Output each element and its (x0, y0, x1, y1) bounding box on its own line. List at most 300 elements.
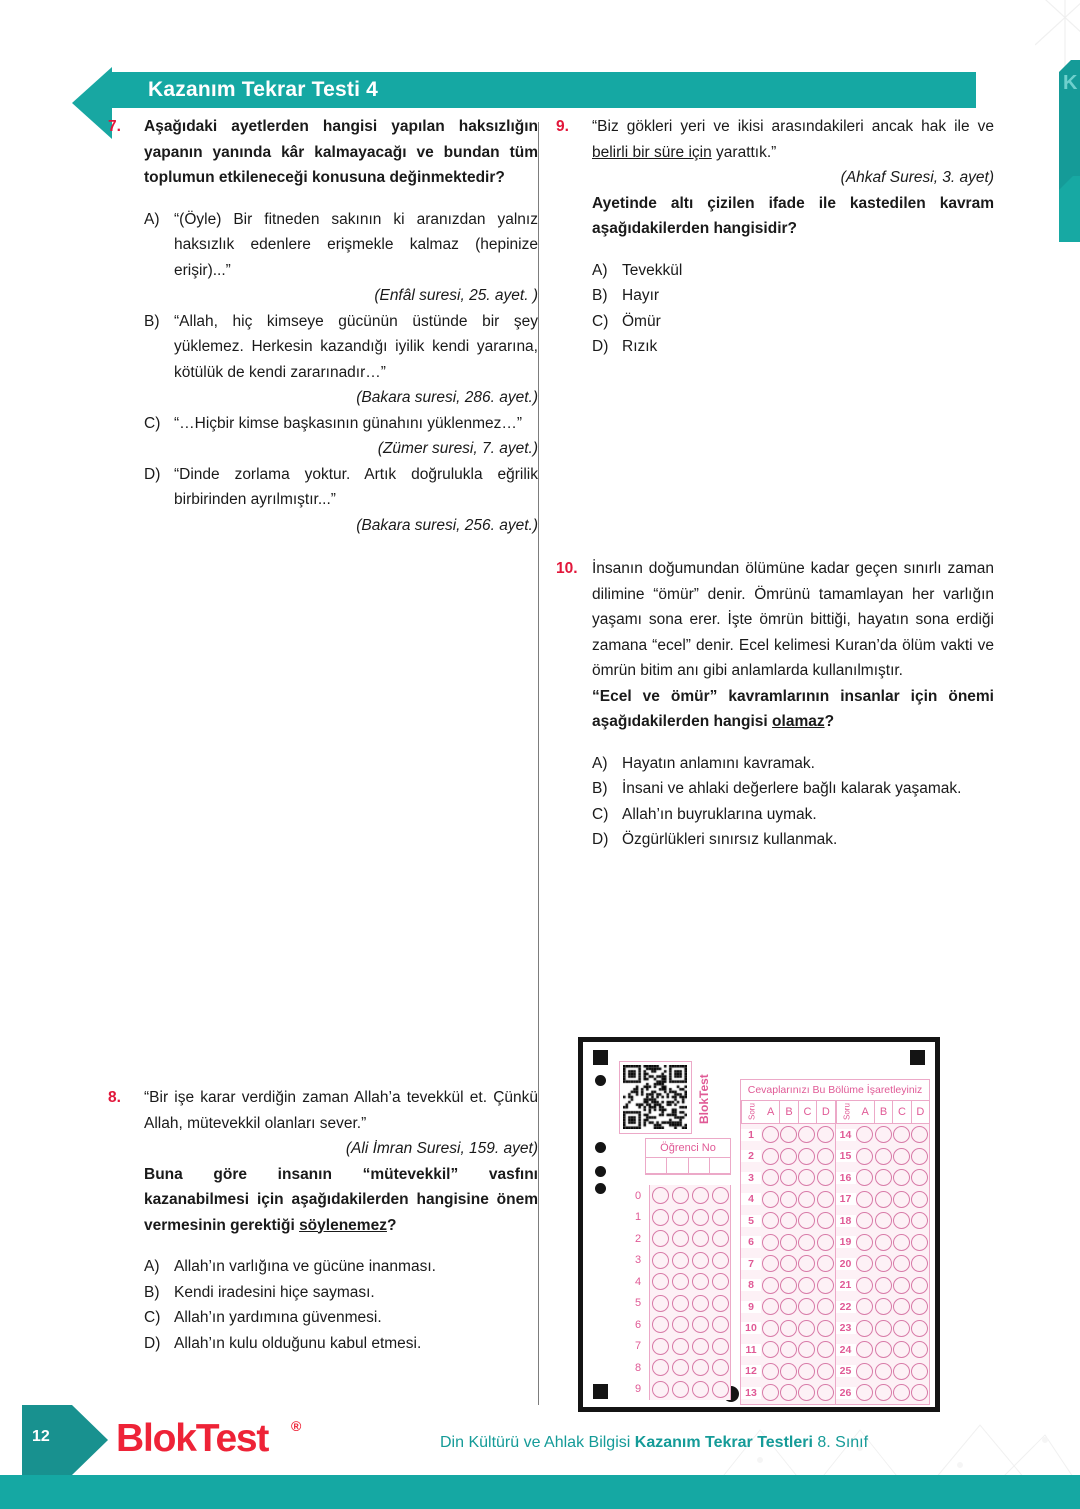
answer-bubble[interactable] (875, 1255, 892, 1272)
option-text: Tevekkül (622, 261, 683, 279)
answer-bubble[interactable] (762, 1191, 779, 1208)
answer-bubble[interactable] (798, 1277, 815, 1294)
answer-row (741, 1318, 835, 1340)
answer-bubble[interactable] (856, 1277, 873, 1294)
answer-bubble[interactable] (692, 1295, 709, 1312)
answer-row-number: 23 (836, 1322, 856, 1334)
student-no-row (627, 1228, 731, 1250)
answer-bubble[interactable] (893, 1191, 910, 1208)
answer-bubble[interactable] (712, 1273, 729, 1290)
answer-bubble[interactable] (762, 1320, 779, 1337)
answer-bubble[interactable] (875, 1363, 892, 1380)
student-no-digit-label: 5 (634, 1297, 642, 1310)
answer-row-bubbles (761, 1212, 835, 1229)
answer-bubble[interactable] (798, 1320, 815, 1337)
answer-row-bubbles (856, 1277, 930, 1294)
question-reference: (Ahkaf Suresi, 3. ayet) (840, 169, 994, 186)
answer-bubble[interactable] (780, 1212, 797, 1229)
answer-bubble[interactable] (652, 1209, 669, 1226)
answer-bubble[interactable] (875, 1212, 892, 1229)
answer-bubble[interactable] (856, 1191, 873, 1208)
subject-bold: Kazanım Tekrar Testleri (634, 1434, 813, 1451)
answer-bubble[interactable] (762, 1341, 779, 1358)
answers-grid (740, 1079, 930, 1405)
answer-bubble[interactable] (875, 1277, 892, 1294)
answer-bubble[interactable] (712, 1187, 729, 1204)
answer-bubble[interactable] (817, 1148, 834, 1165)
answer-bubble[interactable] (692, 1252, 709, 1269)
answer-bubble[interactable] (911, 1341, 928, 1358)
option-text: Allah’ın kulu olduğunu kabul etmesi. (174, 1334, 422, 1352)
answer-sheet-brand: BlokTest (697, 1074, 711, 1124)
option-letter: C) (592, 805, 609, 823)
answer-bubble[interactable] (875, 1191, 892, 1208)
answer-bubble[interactable] (652, 1338, 669, 1355)
answer-bubble[interactable] (817, 1298, 834, 1315)
answer-bubble[interactable] (712, 1295, 729, 1312)
option-text: “…Hiçbir kimse başkasının günahını yüklenmez…” (174, 414, 523, 432)
answer-bubble[interactable] (692, 1381, 709, 1398)
answer-row (836, 1253, 930, 1275)
answer-bubble[interactable] (911, 1320, 928, 1337)
answer-bubble[interactable] (672, 1273, 689, 1290)
registration-mark-bottom-left (593, 1384, 608, 1399)
option-a[interactable] (144, 207, 538, 284)
answer-bubble[interactable] (780, 1126, 797, 1143)
option-d[interactable] (592, 827, 994, 853)
answer-row-number: 10 (741, 1322, 761, 1334)
answer-row-number: 26 (836, 1387, 856, 1399)
answer-bubble[interactable] (856, 1148, 873, 1165)
student-no-bubbles (649, 1357, 731, 1379)
answer-row (741, 1296, 835, 1318)
student-no-bubbles (649, 1379, 731, 1401)
options-list (144, 207, 538, 539)
answer-bubble[interactable] (817, 1126, 834, 1143)
answer-bubble[interactable] (856, 1341, 873, 1358)
option-b[interactable] (592, 283, 994, 309)
answer-bubble[interactable] (712, 1338, 729, 1355)
student-no-row (627, 1207, 731, 1229)
answer-bubble[interactable] (672, 1316, 689, 1333)
page-title: Kazanım Tekrar Testi 4 (148, 78, 379, 101)
answer-row (836, 1232, 930, 1254)
answer-bubble[interactable] (692, 1187, 709, 1204)
answer-bubble[interactable] (911, 1191, 928, 1208)
answer-bubble[interactable] (893, 1169, 910, 1186)
answer-bubble[interactable] (817, 1341, 834, 1358)
answer-bubble[interactable] (780, 1234, 797, 1251)
answer-row-number: 20 (836, 1258, 856, 1270)
student-no-bubbles (649, 1228, 731, 1250)
question-number: 8. (108, 1089, 121, 1106)
student-no-digit-label: 8 (634, 1361, 642, 1374)
option-text: Kendi iradesini hiçe sayması. (174, 1283, 375, 1301)
answer-bubble[interactable] (672, 1252, 689, 1269)
answer-row (741, 1382, 835, 1404)
registration-mark-top-right (910, 1050, 925, 1065)
student-no-label: Öğrenci No (646, 1139, 730, 1158)
answer-bubble[interactable] (798, 1191, 815, 1208)
answer-bubble[interactable] (798, 1341, 815, 1358)
answer-bubble[interactable] (652, 1187, 669, 1204)
answer-bubble[interactable] (652, 1273, 669, 1290)
answer-bubble[interactable] (762, 1126, 779, 1143)
answer-bubble[interactable] (798, 1169, 815, 1186)
student-no-row (627, 1314, 731, 1336)
answer-row-number: 12 (741, 1365, 761, 1377)
option-letter: A) (144, 1258, 160, 1275)
answer-bubble[interactable] (817, 1277, 834, 1294)
student-no-digit-label: 0 (634, 1189, 642, 1202)
answer-row-number: 21 (836, 1279, 856, 1291)
quote-part-2: yarattık.” (711, 143, 777, 161)
answer-bubble[interactable] (893, 1363, 910, 1380)
answer-bubble[interactable] (780, 1169, 797, 1186)
answer-row-bubbles (856, 1384, 930, 1401)
option-c[interactable] (592, 309, 994, 335)
answer-row-bubbles (856, 1298, 930, 1315)
options-list (592, 258, 994, 360)
answer-bubble[interactable] (780, 1191, 797, 1208)
answer-bubble[interactable] (817, 1191, 834, 1208)
side-tab-label: K (1063, 72, 1078, 94)
answer-bubble[interactable] (692, 1338, 709, 1355)
answer-bubble[interactable] (712, 1252, 729, 1269)
answer-bubble[interactable] (692, 1359, 709, 1376)
answer-bubble[interactable] (780, 1148, 797, 1165)
student-no-bubbles (649, 1336, 731, 1358)
answer-bubble[interactable] (692, 1273, 709, 1290)
student-no-write-row[interactable] (646, 1158, 730, 1174)
letter-header-c: C (799, 1101, 817, 1123)
answer-bubble[interactable] (893, 1277, 910, 1294)
option-text: Allah’ın varlığına ve gücüne inanması. (174, 1258, 436, 1275)
student-no-bubbles (649, 1314, 731, 1336)
option-letter: B) (592, 780, 608, 797)
answer-bubble[interactable] (893, 1255, 910, 1272)
answer-row (836, 1318, 930, 1340)
answer-bubble[interactable] (856, 1255, 873, 1272)
answer-bubble[interactable] (762, 1148, 779, 1165)
answer-row (741, 1253, 835, 1275)
answer-row-bubbles (856, 1363, 930, 1380)
answer-row-bubbles (761, 1148, 835, 1165)
student-no-digit-label: 3 (634, 1254, 642, 1267)
answer-row (836, 1124, 930, 1146)
student-no-digit-label: 7 (634, 1340, 642, 1353)
answer-bubble[interactable] (856, 1212, 873, 1229)
option-b[interactable] (144, 1280, 538, 1306)
student-no-row (627, 1185, 731, 1207)
answer-row-number: 16 (836, 1172, 856, 1184)
option-text: Ömür (622, 312, 661, 330)
answer-bubble[interactable] (875, 1341, 892, 1358)
answer-bubble[interactable] (856, 1363, 873, 1380)
answers-column-header (836, 1101, 930, 1124)
answer-bubble[interactable] (875, 1169, 892, 1186)
answer-row-bubbles (761, 1363, 835, 1380)
option-d[interactable] (144, 462, 538, 513)
answer-row-bubbles (856, 1234, 930, 1251)
answer-bubble[interactable] (911, 1277, 928, 1294)
option-b[interactable] (592, 776, 994, 802)
answer-bubble[interactable] (672, 1338, 689, 1355)
answer-row (836, 1275, 930, 1297)
student-no-digit-label: 4 (634, 1275, 642, 1288)
timing-dot (595, 1183, 606, 1194)
option-a[interactable] (592, 258, 994, 284)
student-no-row (627, 1250, 731, 1272)
answer-bubble[interactable] (762, 1234, 779, 1251)
answer-row (741, 1124, 835, 1146)
answer-bubble[interactable] (893, 1341, 910, 1358)
student-no-bubble-grid (627, 1185, 731, 1400)
letter-header-a: A (857, 1101, 875, 1123)
answer-bubble[interactable] (798, 1234, 815, 1251)
option-reference: (Bakara suresi, 286. ayet.) (356, 389, 538, 406)
answer-bubble[interactable] (672, 1381, 689, 1398)
question-stem: Ayetinde altı çizilen ifade ile kastedilen kavram aşağıdakilerden hangisidir? (592, 194, 994, 237)
answer-bubble[interactable] (875, 1320, 892, 1337)
answer-bubble[interactable] (652, 1295, 669, 1312)
answer-bubble[interactable] (817, 1212, 834, 1229)
answer-row-bubbles (761, 1298, 835, 1315)
header-bar (110, 72, 976, 108)
option-text: Allah’ın yardımına güvenmesi. (174, 1309, 382, 1326)
answer-bubble[interactable] (762, 1212, 779, 1229)
answer-row-number: 14 (836, 1129, 856, 1141)
answer-bubble[interactable] (893, 1384, 910, 1401)
answer-bubble[interactable] (875, 1148, 892, 1165)
answer-row-number: 25 (836, 1365, 856, 1377)
option-text: “(Öyle) Bir fitneden sakının ki aranızdan yalnız haksızlık edenlere erişmekle kalmaz (hepinize erişir)...” (174, 210, 538, 279)
answer-bubble[interactable] (875, 1384, 892, 1401)
question-7 (106, 114, 538, 538)
option-a[interactable] (144, 1254, 538, 1280)
option-b[interactable] (144, 309, 538, 386)
option-c[interactable] (144, 411, 538, 437)
answer-bubble[interactable] (817, 1363, 834, 1380)
student-no-row (627, 1293, 731, 1315)
answer-bubble[interactable] (652, 1359, 669, 1376)
answer-bubble[interactable] (780, 1298, 797, 1315)
answer-row (836, 1296, 930, 1318)
answer-bubble[interactable] (780, 1384, 797, 1401)
answer-row-number: 7 (741, 1258, 761, 1270)
answer-bubble[interactable] (712, 1316, 729, 1333)
option-letter: C) (144, 414, 161, 432)
answer-bubble[interactable] (762, 1298, 779, 1315)
answer-bubble[interactable] (780, 1363, 797, 1380)
option-letter: C) (592, 312, 609, 330)
answer-bubble[interactable] (798, 1126, 815, 1143)
right-column (554, 114, 994, 360)
answer-bubble[interactable] (893, 1148, 910, 1165)
student-no-bubbles (649, 1185, 731, 1207)
answer-bubble[interactable] (798, 1148, 815, 1165)
answer-row-number: 19 (836, 1236, 856, 1248)
answer-bubble[interactable] (893, 1298, 910, 1315)
answer-bubble[interactable] (856, 1384, 873, 1401)
stem-part-1: Buna göre insanın “mütevekkil” vasfını kazanabilmesi için aşağıdakilerden hangisine önem vermesinin gerektiği (144, 1165, 538, 1234)
answer-bubble[interactable] (911, 1212, 928, 1229)
student-no-digit-label: 1 (634, 1211, 642, 1224)
option-letter: B) (144, 1283, 160, 1301)
answer-bubble[interactable] (893, 1234, 910, 1251)
answer-bubble[interactable] (817, 1320, 834, 1337)
option-c[interactable] (592, 802, 994, 828)
option-c[interactable] (144, 1305, 538, 1331)
answer-bubble[interactable] (875, 1298, 892, 1315)
answer-bubble[interactable] (762, 1277, 779, 1294)
stem-part-2: ? (386, 1216, 397, 1234)
question-number: 7. (108, 118, 121, 135)
answer-row (741, 1189, 835, 1211)
question-9 (554, 114, 994, 360)
registered-mark-icon: ® (291, 1418, 302, 1434)
left-column (106, 114, 538, 538)
answer-bubble[interactable] (875, 1234, 892, 1251)
question-stem: Aşağıdaki ayetlerden hangisi yapılan haksızlığın yapanın yanında kâr kalmayacağı ve bundan tüm toplumun etkileneceği konusuna değinmektedir? (144, 118, 538, 186)
answer-row-bubbles (761, 1234, 835, 1251)
answer-bubble[interactable] (856, 1234, 873, 1251)
question-10 (554, 556, 994, 853)
answer-row-number: 9 (741, 1301, 761, 1313)
student-no-digit-label: 6 (634, 1318, 642, 1331)
answer-bubble[interactable] (798, 1212, 815, 1229)
answer-row-number: 18 (836, 1215, 856, 1227)
question-passage: İnsanın doğumundan ölümüne kadar geçen sınırlı zaman dilimine “ömür” denir. Ömrünü tamamlayan her varlığın yaşamı sona erer. İşte ömrün bittiği, hayatın sona erdiği zamana “ecel” denir. Ecel kelimesi Kuran’da ölüm vakti ve ömrün bitim anı gibi anlamlarda kullanılmıştır. (592, 560, 994, 679)
answer-bubble[interactable] (893, 1212, 910, 1229)
student-no-row (627, 1357, 731, 1379)
quote-part-1: “Biz gökleri yeri ve ikisi arasındakileri ancak hak ile ve (592, 118, 994, 135)
answer-bubble[interactable] (652, 1316, 669, 1333)
answer-bubble[interactable] (712, 1230, 729, 1247)
answer-bubble[interactable] (652, 1252, 669, 1269)
answer-row-bubbles (761, 1277, 835, 1294)
question-stem (144, 1162, 538, 1239)
answer-bubble[interactable] (911, 1234, 928, 1251)
letter-header-b: B (780, 1101, 798, 1123)
answer-bubble[interactable] (692, 1230, 709, 1247)
answer-bubble[interactable] (875, 1126, 892, 1143)
answers-column-2 (836, 1101, 930, 1404)
answer-row-bubbles (761, 1126, 835, 1143)
answer-bubble[interactable] (893, 1126, 910, 1143)
answer-bubble[interactable] (817, 1384, 834, 1401)
answer-row-number: 5 (741, 1215, 761, 1227)
answer-bubble[interactable] (780, 1255, 797, 1272)
option-letter: A) (144, 210, 160, 228)
answers-grid-title: Cevaplarınızı Bu Bölüme İşaretleyiniz (741, 1080, 929, 1101)
answer-bubble[interactable] (911, 1169, 928, 1186)
column-divider (538, 122, 539, 1405)
answer-bubble[interactable] (762, 1255, 779, 1272)
answer-bubble[interactable] (893, 1320, 910, 1337)
answer-bubble[interactable] (911, 1363, 928, 1380)
answer-bubble[interactable] (672, 1359, 689, 1376)
option-reference: (Bakara suresi, 256. ayet.) (356, 516, 538, 534)
answer-bubble[interactable] (762, 1363, 779, 1380)
answer-bubble[interactable] (856, 1320, 873, 1337)
answer-bubble[interactable] (798, 1363, 815, 1380)
answer-bubble[interactable] (856, 1126, 873, 1143)
stem-underlined: olamaz (772, 713, 825, 730)
option-d[interactable] (144, 1331, 538, 1357)
answer-bubble[interactable] (856, 1298, 873, 1315)
option-a[interactable] (592, 751, 994, 777)
option-d[interactable] (592, 334, 994, 360)
answer-bubble[interactable] (911, 1148, 928, 1165)
option-text: Hayatın anlamını kavramak. (622, 754, 815, 772)
registration-mark-top-left (593, 1050, 608, 1065)
answer-bubble[interactable] (712, 1359, 729, 1376)
answer-row (836, 1382, 930, 1404)
answer-bubble[interactable] (672, 1187, 689, 1204)
answer-bubble[interactable] (762, 1169, 779, 1186)
answer-row-bubbles (856, 1148, 930, 1165)
answer-row-number: 11 (741, 1344, 761, 1356)
answer-bubble[interactable] (780, 1320, 797, 1337)
answer-bubble[interactable] (692, 1316, 709, 1333)
answer-bubble[interactable] (672, 1230, 689, 1247)
answer-bubble[interactable] (856, 1169, 873, 1186)
answer-bubble[interactable] (911, 1298, 928, 1315)
answer-bubble[interactable] (911, 1255, 928, 1272)
answer-bubble[interactable] (817, 1169, 834, 1186)
quote-underlined: belirli bir süre için (592, 143, 712, 161)
answer-row-bubbles (761, 1341, 835, 1358)
answer-row (836, 1361, 930, 1383)
option-letter: D) (144, 465, 161, 483)
answer-row-bubbles (761, 1384, 835, 1401)
answer-bubble[interactable] (817, 1255, 834, 1272)
answer-row-number: 24 (836, 1344, 856, 1356)
student-no-bubbles (649, 1271, 731, 1293)
answer-bubble[interactable] (672, 1295, 689, 1312)
student-no-digit-label: 2 (634, 1232, 642, 1245)
answer-bubble[interactable] (798, 1255, 815, 1272)
answer-row-number: 4 (741, 1193, 761, 1205)
answer-bubble[interactable] (798, 1298, 815, 1315)
answer-bubble[interactable] (692, 1209, 709, 1226)
answer-bubble[interactable] (780, 1341, 797, 1358)
answer-row-bubbles (856, 1341, 930, 1358)
answer-row (836, 1167, 930, 1189)
answer-bubble[interactable] (672, 1209, 689, 1226)
option-reference: (Enfâl suresi, 25. ayet. ) (374, 287, 538, 304)
answer-bubble[interactable] (911, 1126, 928, 1143)
answer-row-bubbles (856, 1169, 930, 1186)
option-letter: B) (592, 287, 608, 304)
answer-bubble[interactable] (817, 1234, 834, 1251)
student-no-row (627, 1271, 731, 1293)
answer-row (741, 1232, 835, 1254)
answer-bubble[interactable] (798, 1384, 815, 1401)
answer-bubble[interactable] (652, 1230, 669, 1247)
answer-bubble[interactable] (712, 1209, 729, 1226)
answer-bubble[interactable] (911, 1384, 928, 1401)
bloktest-logo: BlokTest (116, 1417, 269, 1460)
answer-bubble[interactable] (652, 1381, 669, 1398)
answer-row-number: 1 (741, 1129, 761, 1141)
answer-row (836, 1210, 930, 1232)
answer-bubble[interactable] (712, 1381, 729, 1398)
answer-bubble[interactable] (780, 1277, 797, 1294)
answer-row-number: 3 (741, 1172, 761, 1184)
answer-bubble[interactable] (762, 1384, 779, 1401)
